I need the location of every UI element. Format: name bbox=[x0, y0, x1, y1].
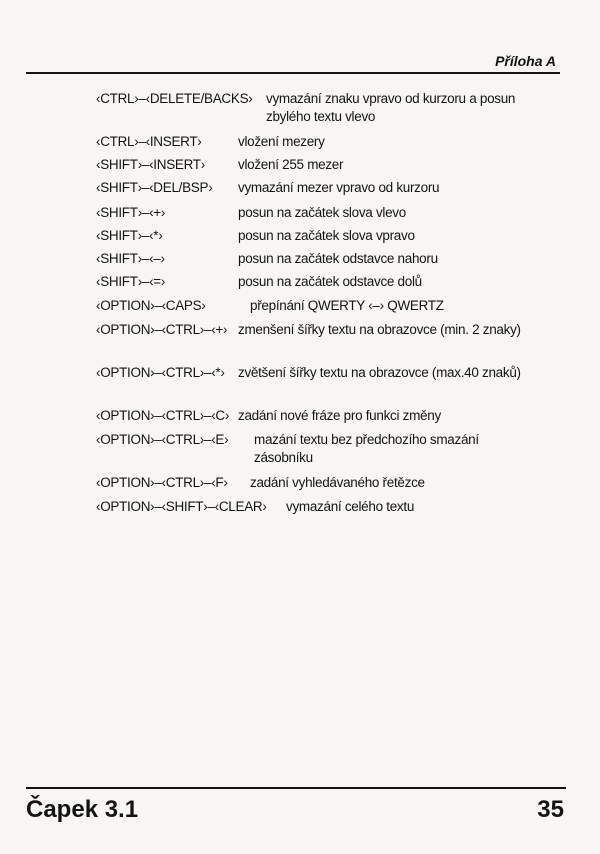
shortcut-entry bbox=[96, 90, 536, 126]
page-number: 35 bbox=[537, 796, 564, 823]
page-header-title: Příloha A bbox=[495, 53, 556, 69]
shortcut-description: posun na začátek odstavce nahoru bbox=[238, 251, 438, 266]
shortcut-key: ‹OPTION›–‹CTRL›–‹E› bbox=[96, 432, 229, 447]
shortcut-description: vymazání mezer vpravo od kurzoru bbox=[238, 180, 440, 195]
shortcut-key: ‹CTRL›–‹INSERT› bbox=[96, 134, 202, 149]
shortcut-entry bbox=[96, 431, 541, 467]
shortcut-description: vymazání celého textu bbox=[286, 499, 415, 514]
shortcut-description: zvětšení šířky textu na obrazovce (max.40 znaků) bbox=[238, 365, 521, 380]
shortcut-description: vymazání znaku vpravo od kurzoru a posun zbylého textu vlevo bbox=[266, 91, 516, 124]
shortcut-description: zadání vyhledávaného řetězce bbox=[250, 475, 425, 490]
shortcut-key: ‹OPTION›–‹CTRL›–‹*› bbox=[96, 365, 225, 380]
shortcut-description: posun na začátek slova vlevo bbox=[238, 205, 406, 220]
footer-title: Čapek 3.1 bbox=[26, 796, 139, 823]
shortcut-key: ‹OPTION›–‹CAPS› bbox=[96, 298, 206, 313]
shortcut-key: ‹SHIFT›–‹INSERT› bbox=[96, 157, 205, 172]
shortcut-key: ‹OPTION›–‹CTRL›–‹F› bbox=[96, 475, 228, 490]
shortcut-key: ‹SHIFT›–‹–› bbox=[96, 251, 165, 266]
shortcut-key: ‹SHIFT›–‹=› bbox=[96, 274, 166, 289]
shortcut-key: ‹SHIFT›–‹DEL/BSP› bbox=[96, 180, 213, 195]
shortcut-key: ‹OPTION›–‹CTRL›–‹C› bbox=[96, 408, 230, 423]
shortcut-key: ‹SHIFT›–‹*› bbox=[96, 228, 163, 243]
shortcut-description: zmenšení šířky textu na obrazovce (min. 2 znaky) bbox=[238, 322, 521, 337]
shortcut-description: mazání textu bez předchozího smazání zásobníku bbox=[254, 432, 479, 465]
bottom-rule bbox=[26, 787, 566, 789]
shortcut-key: ‹CTRL›–‹DELETE/BACKS› bbox=[96, 91, 253, 106]
shortcut-entry bbox=[96, 321, 541, 357]
shortcut-description: posun na začátek slova vpravo bbox=[238, 228, 415, 243]
shortcut-description: přepínání QWERTY ‹–› QWERTZ bbox=[250, 298, 444, 313]
shortcut-description: vložení mezery bbox=[238, 134, 325, 149]
shortcut-description: posun na začátek odstavce dolů bbox=[238, 274, 422, 289]
shortcut-description: zadání nové fráze pro funkci změny bbox=[238, 408, 441, 423]
shortcut-description: vložení 255 mezer bbox=[238, 157, 344, 172]
shortcut-key: ‹OPTION›–‹CTRL›–‹+› bbox=[96, 322, 228, 337]
shortcut-entry bbox=[96, 364, 541, 400]
top-rule bbox=[26, 72, 560, 74]
shortcut-key: ‹OPTION›–‹SHIFT›–‹CLEAR› bbox=[96, 499, 267, 514]
shortcut-key: ‹SHIFT›–‹+› bbox=[96, 205, 166, 220]
